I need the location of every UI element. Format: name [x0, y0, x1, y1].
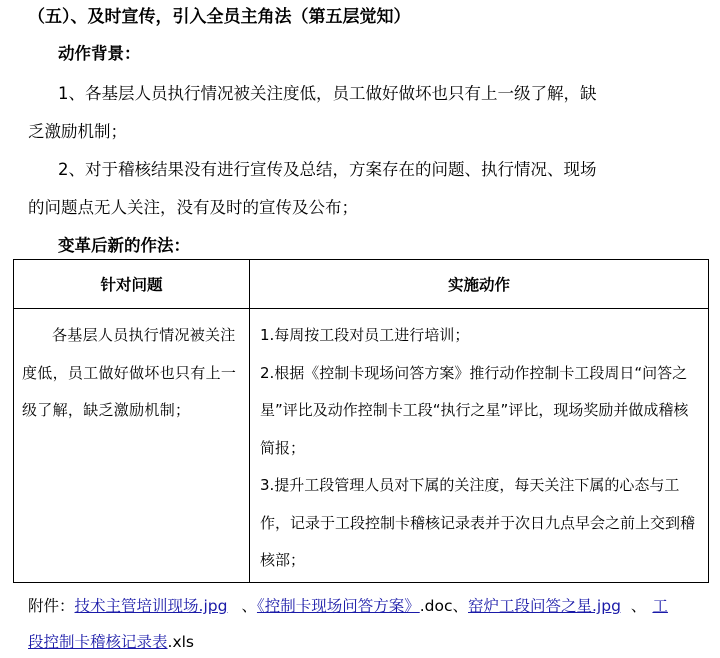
- col-header-problem: 针对问题: [14, 260, 250, 309]
- table-header-row: [14, 260, 709, 309]
- background-item-2-line-2: 的问题点无人关注，没有及时的宣传及公布；: [28, 198, 358, 217]
- attachment-separator: 、: [241, 597, 257, 615]
- action-cell: [250, 309, 709, 583]
- col-header-action: 实施动作: [250, 260, 709, 309]
- attachment-link-qa-plan[interactable]: 《控制卡现场问答方案》: [256, 597, 420, 615]
- action-item-2: 2.根据《控制卡现场问答方案》推行动作控制卡工段周日“问答之星”评比及动作控制卡工段“执行之星”评比，现场奖励并做成稽核简报；: [260, 363, 689, 457]
- background-item-2-line-1: 2、对于稽核结果没有进行宣传及总结，方案存在的问题、执行情况、现场: [58, 160, 597, 179]
- attachment-link-audit-record[interactable]: 段控制卡稽核记录表: [28, 633, 168, 651]
- attachment-link-training-photo[interactable]: 技术主管培训现场.jpg: [74, 597, 228, 615]
- attachment-separator: 、: [630, 597, 647, 615]
- attachment-ext-xls: .xls: [167, 633, 194, 651]
- new-method-title: 变革后新的作法：: [58, 236, 190, 255]
- attachments-line-1: [28, 594, 668, 616]
- section-heading: （五）、及时宣传，引入全员主角法（第五层觉知）: [28, 7, 411, 27]
- background-title: 动作背景：: [58, 44, 141, 63]
- background-item-1-line-2: 乏激励机制；: [28, 122, 127, 141]
- action-item-3: 3.提升工段管理人员对下属的关注度，每天关注下属的心态与工作，记录于工段控制卡稽核记录表并于次日九点早会之前上交到稽核部；: [260, 476, 696, 569]
- problem-cell: [14, 309, 250, 583]
- attachment-link-audit-record-start[interactable]: 工: [652, 597, 668, 615]
- action-item-1: 1.每周按工段对员工进行培训；: [260, 326, 470, 344]
- background-item-1-line-1: 1、各基层人员执行情况被关注度低，员工做好做坏也只有上一级了解，缺: [58, 84, 597, 103]
- measures-table: [13, 259, 709, 583]
- attachment-link-kiln-star-photo[interactable]: 窑炉工段问答之星.jpg: [468, 597, 621, 615]
- problem-text: 各基层人员执行情况被关注度低，员工做好做坏也只有上一级了解，缺乏激励机制；: [22, 326, 237, 419]
- table-row: [14, 309, 709, 583]
- attachments-prefix: 附件：: [28, 597, 75, 615]
- attachments-line-2: [28, 630, 194, 652]
- attachment-ext-doc: .doc、: [419, 597, 468, 615]
